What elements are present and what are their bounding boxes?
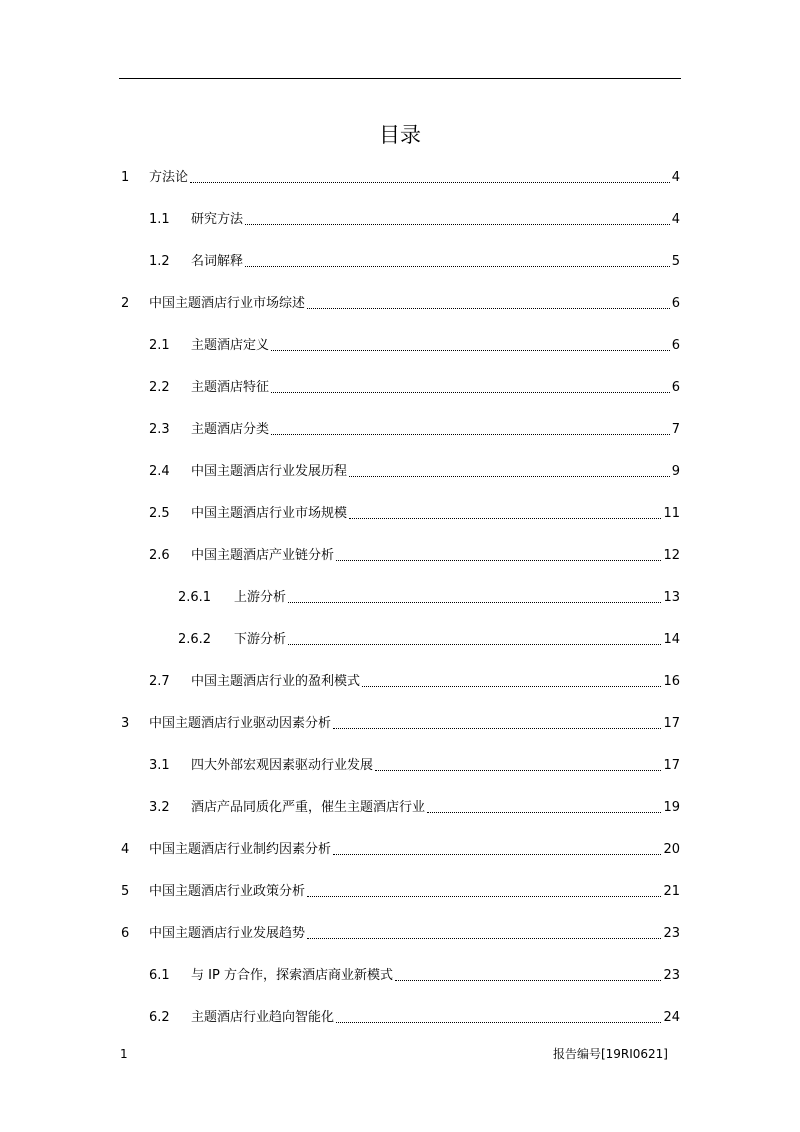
footer-page-number: 1 (120, 1047, 128, 1061)
toc-entry-title: 中国主题酒店产业链分析 (191, 548, 335, 563)
toc-entry-number: 2.2 (149, 380, 170, 395)
toc-entry-number: 2.6.1 (178, 590, 212, 605)
toc-entry[interactable] (149, 462, 680, 482)
toc-entry-page: 5 (671, 254, 680, 269)
toc-entry-number: 2.3 (149, 422, 170, 437)
toc-dot-leader (333, 728, 661, 729)
toc-dot-leader (333, 854, 661, 855)
toc-dot-leader (336, 1022, 661, 1023)
page-title: 目录 (379, 123, 421, 147)
toc-dot-leader (362, 686, 661, 687)
toc-entry-number: 5 (121, 884, 130, 899)
toc-entry-page: 11 (663, 506, 680, 521)
toc-entry-number: 2.4 (149, 464, 170, 479)
toc-entry-page: 19 (663, 800, 680, 815)
toc-entry-title: 中国主题酒店行业驱动因素分析 (149, 716, 332, 731)
toc-entry-page: 4 (671, 170, 680, 185)
toc-entry-page: 20 (663, 842, 680, 857)
toc-dot-leader (395, 980, 662, 981)
toc-entry-title: 主题酒店行业趋向智能化 (191, 1010, 335, 1025)
toc-dot-leader (245, 224, 670, 225)
toc-entry-title: 中国主题酒店行业发展趋势 (149, 926, 306, 941)
toc-entry-title: 中国主题酒店行业市场综述 (149, 296, 306, 311)
toc-entry-title: 名词解释 (191, 254, 244, 269)
toc-entry-number: 2.1 (149, 338, 170, 353)
toc-entry[interactable] (149, 1008, 680, 1028)
toc-entry-title: 四大外部宏观因素驱动行业发展 (191, 758, 374, 773)
toc-entry[interactable] (149, 210, 680, 230)
toc-entry-page: 23 (663, 968, 680, 983)
toc-entry-page: 14 (663, 632, 680, 647)
toc-entry-title: 方法论 (149, 170, 189, 185)
toc-entry-page: 13 (663, 590, 680, 605)
toc-entry-number: 2.6.2 (178, 632, 212, 647)
toc-dot-leader (307, 938, 661, 939)
footer-report-id: 报告编号[19RI0621] (552, 1047, 668, 1061)
toc-dot-leader (271, 350, 670, 351)
toc-entry[interactable] (149, 546, 680, 566)
toc-dot-leader (336, 560, 661, 561)
toc-dot-leader (427, 812, 661, 813)
toc-entry-title: 中国主题酒店行业制约因素分析 (149, 842, 332, 857)
toc-entry[interactable] (149, 756, 680, 776)
toc-entry-title: 主题酒店特征 (191, 380, 270, 395)
toc-entry-number: 2 (121, 296, 130, 311)
toc-entry-page: 17 (663, 758, 680, 773)
toc-entry-number: 1 (121, 170, 130, 185)
toc-entry-page: 23 (663, 926, 680, 941)
toc-entry[interactable] (121, 924, 680, 944)
toc-entry[interactable] (121, 294, 680, 314)
toc-entry[interactable] (178, 588, 680, 608)
toc-entry-page: 21 (663, 884, 680, 899)
toc-entry[interactable] (178, 630, 680, 650)
toc-entry[interactable] (149, 504, 680, 524)
toc-entry-number: 6.2 (149, 1010, 170, 1025)
toc-entry-number: 3.1 (149, 758, 170, 773)
toc-dot-leader (245, 266, 670, 267)
toc-entry[interactable] (121, 882, 680, 902)
toc-entry-title: 中国主题酒店行业政策分析 (149, 884, 306, 899)
toc-entry-page: 9 (671, 464, 680, 479)
toc-dot-leader (288, 602, 661, 603)
toc-entry[interactable] (121, 840, 680, 860)
toc-entry-page: 16 (663, 674, 680, 689)
toc-dot-leader (288, 644, 661, 645)
toc-entry-title: 中国主题酒店行业发展历程 (191, 464, 348, 479)
toc-entry-number: 3 (121, 716, 130, 731)
toc-dot-leader (375, 770, 661, 771)
toc-entry-number: 2.7 (149, 674, 170, 689)
toc-dot-leader (307, 896, 661, 897)
toc-entry-page: 6 (671, 338, 680, 353)
toc-entry-title: 下游分析 (234, 632, 287, 647)
toc-entry[interactable] (149, 672, 680, 692)
toc-entry-page: 6 (671, 380, 680, 395)
toc-entry-number: 6.1 (149, 968, 170, 983)
toc-entry[interactable] (121, 714, 680, 734)
toc-entry-title: 上游分析 (234, 590, 287, 605)
toc-entry[interactable] (121, 168, 680, 188)
toc-entry[interactable] (149, 252, 680, 272)
toc-entry-title: 研究方法 (191, 212, 244, 227)
toc-entry-number: 1.2 (149, 254, 170, 269)
toc-entry[interactable] (149, 420, 680, 440)
toc-entry-number: 4 (121, 842, 130, 857)
toc-entry-page: 17 (663, 716, 680, 731)
toc-dot-leader (271, 434, 670, 435)
toc-entry-page: 24 (663, 1010, 680, 1025)
toc-entry-title: 主题酒店分类 (191, 422, 270, 437)
toc-entry-page: 4 (671, 212, 680, 227)
toc-entry[interactable] (149, 336, 680, 356)
toc-entry-page: 6 (671, 296, 680, 311)
toc-entry-title: 酒店产品同质化严重，催生主题酒店行业 (191, 800, 426, 815)
toc-dot-leader (307, 308, 670, 309)
toc-entry[interactable] (149, 798, 680, 818)
toc-dot-leader (271, 392, 670, 393)
toc-entry[interactable] (149, 966, 680, 986)
toc-entry-number: 6 (121, 926, 130, 941)
toc-entry-title: 主题酒店定义 (191, 338, 270, 353)
toc-entry-title: 与 IP 方合作，探索酒店商业新模式 (191, 968, 393, 983)
toc-entry-title: 中国主题酒店行业的盈利模式 (191, 674, 361, 689)
toc-dot-leader (349, 518, 661, 519)
toc-dot-leader (190, 182, 670, 183)
toc-entry-number: 3.2 (149, 800, 170, 815)
toc-entry-number: 1.1 (149, 212, 170, 227)
toc-entry-page: 12 (663, 548, 680, 563)
toc-entry-number: 2.5 (149, 506, 170, 521)
toc-entry[interactable] (149, 378, 680, 398)
toc-dot-leader (349, 476, 670, 477)
toc-entry-page: 7 (671, 422, 680, 437)
toc-entry-title: 中国主题酒店行业市场规模 (191, 506, 348, 521)
toc-entry-number: 2.6 (149, 548, 170, 563)
